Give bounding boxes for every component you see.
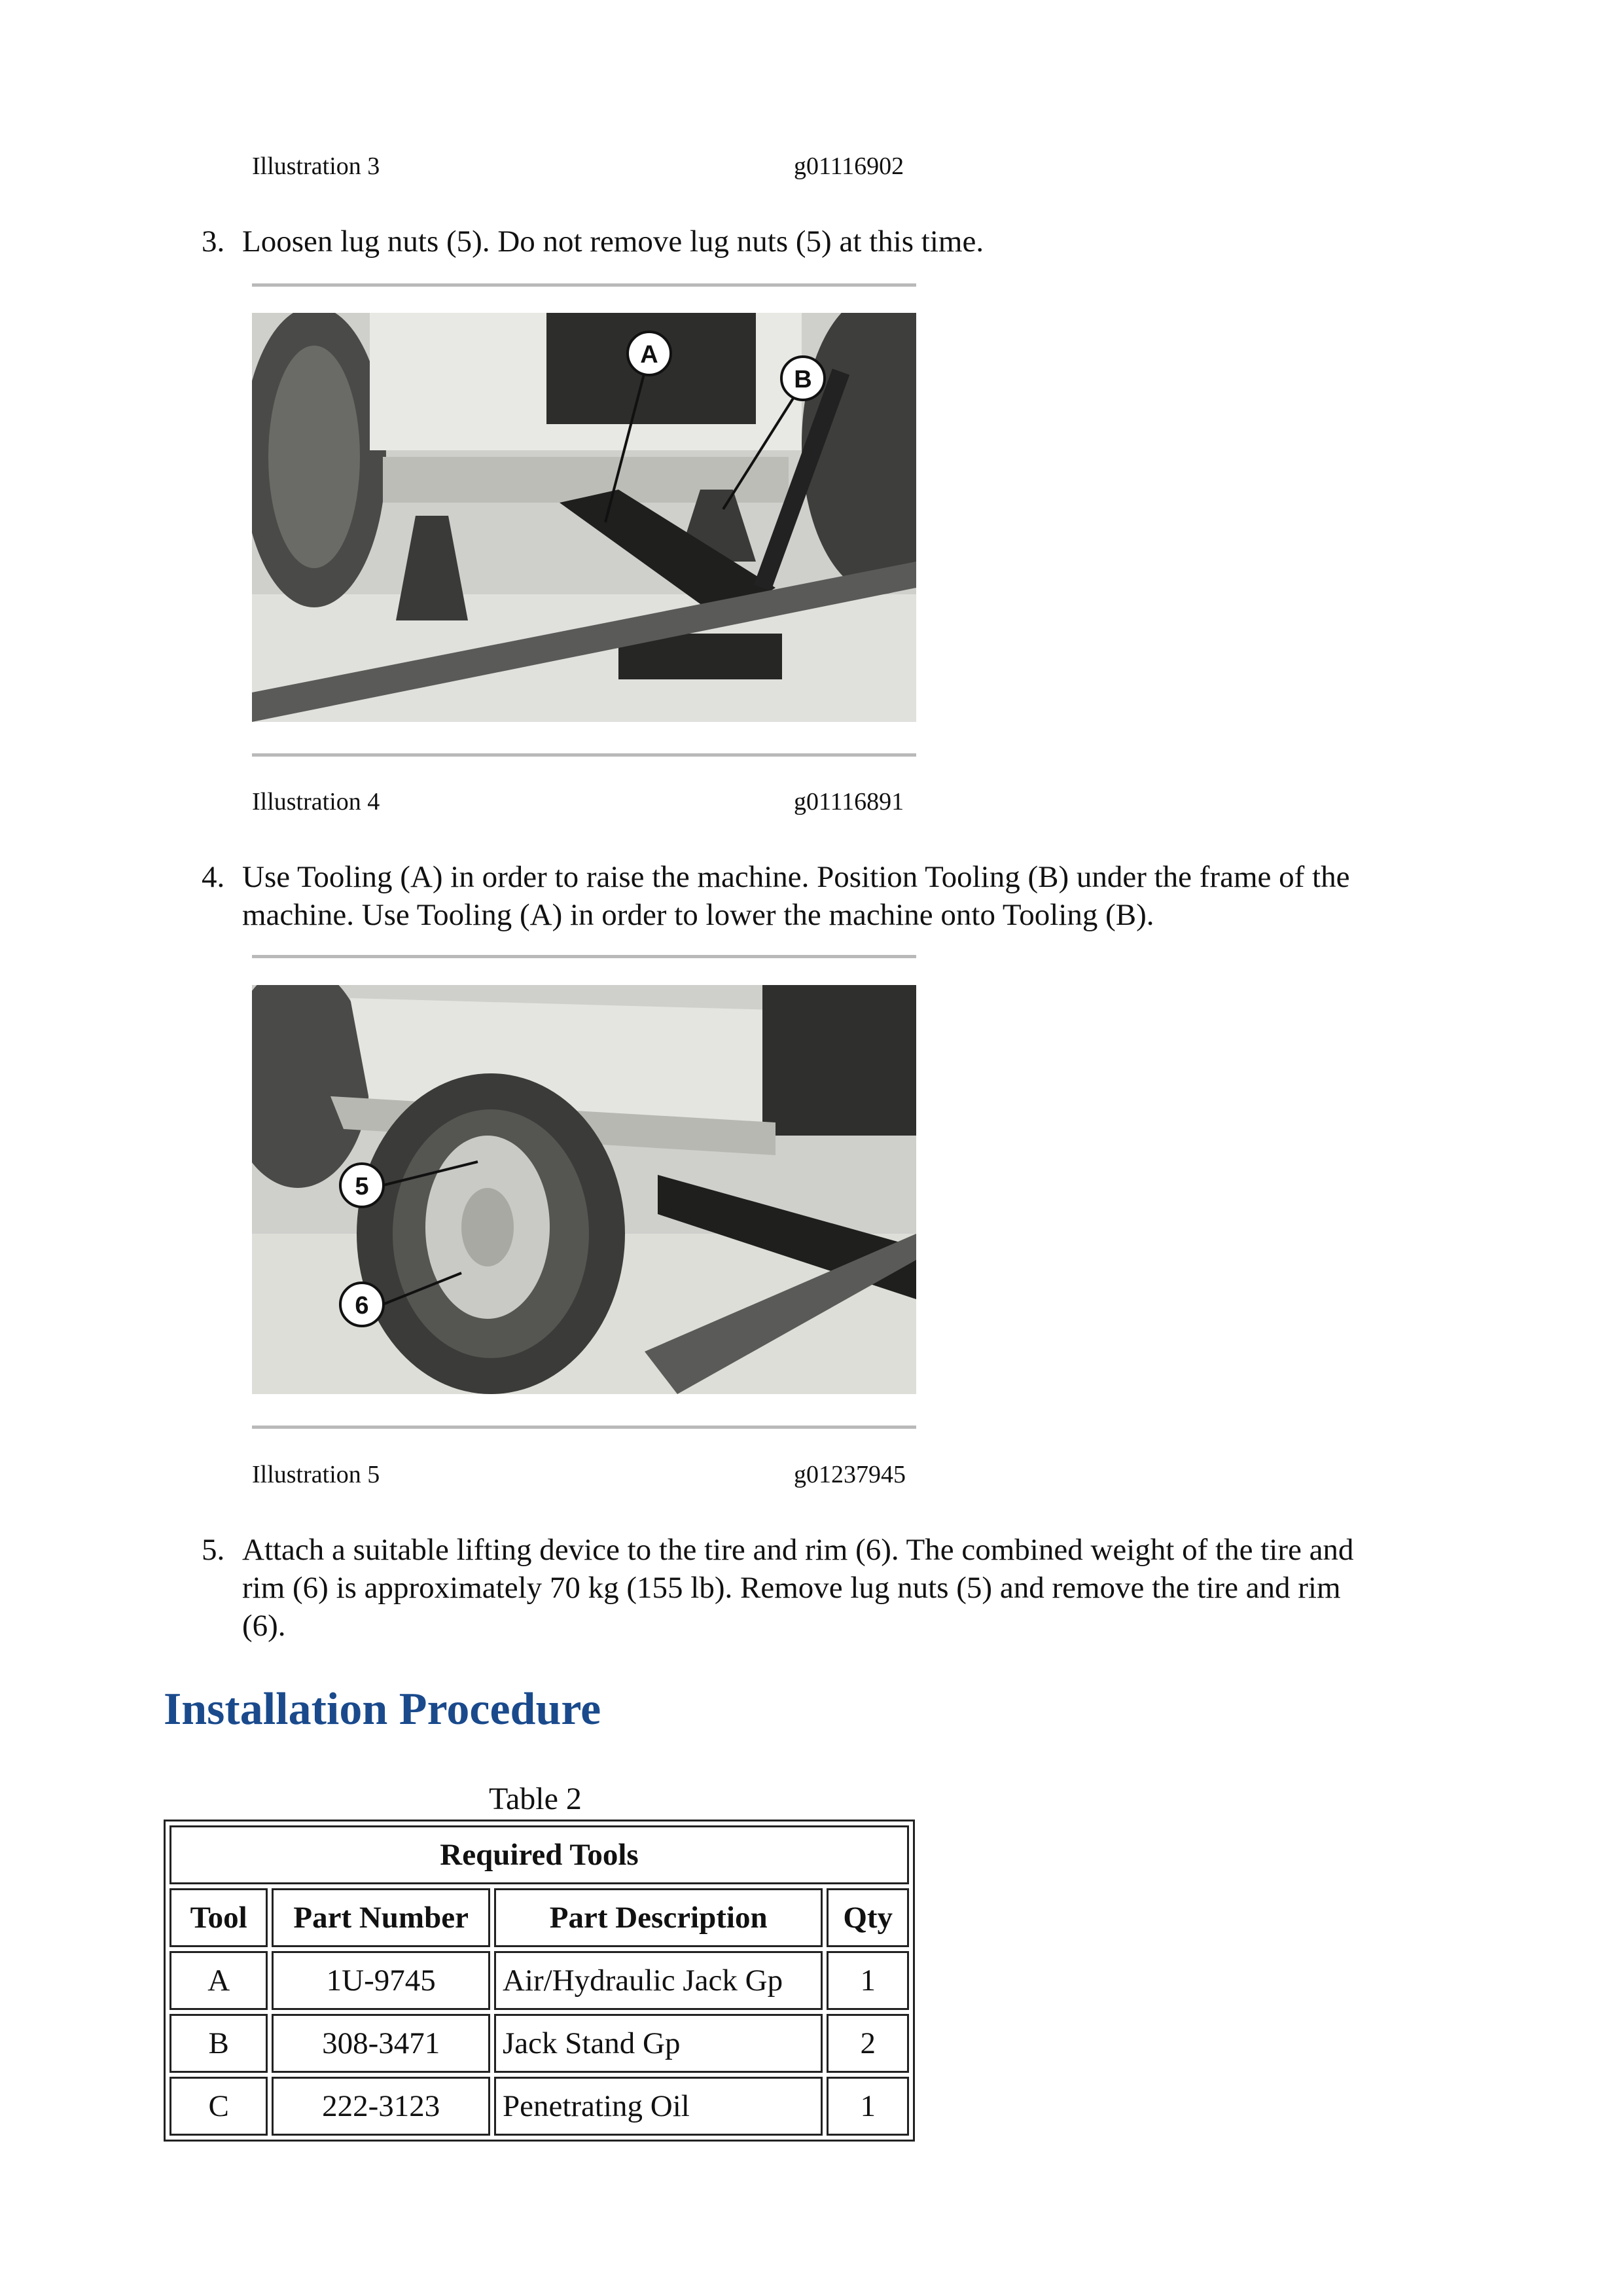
table-caption: Table 2 <box>489 1782 582 1816</box>
step-5-number: 5. <box>202 1533 225 1567</box>
table-cell: 1 <box>827 1951 909 2010</box>
table-cell: C <box>169 2077 268 2136</box>
divider <box>252 283 916 287</box>
illustration-5-code: g01237945 <box>794 1461 906 1488</box>
table-cell: Air/Hydraulic Jack Gp <box>494 1951 823 2010</box>
table-header-row <box>169 1888 909 1947</box>
required-tools-table <box>164 1820 915 2142</box>
step-4-line-2: machine. Use Tooling (A) in order to lower the machine onto Tooling (B). <box>242 898 1154 932</box>
callout-6: 6 <box>355 1292 369 1319</box>
step-4 <box>202 858 1484 937</box>
callout-5: 5 <box>355 1173 369 1200</box>
column-header: Part Description <box>494 1888 823 1947</box>
divider <box>252 955 916 958</box>
column-header: Part Number <box>272 1888 490 1947</box>
section-heading: Installation Procedure <box>164 1684 601 1734</box>
illustration-3-code: g01116902 <box>794 152 904 180</box>
step-5-line-3: (6). <box>242 1609 286 1643</box>
table-row <box>169 1951 909 2010</box>
table-cell: 2 <box>827 2014 909 2073</box>
tire-and-rim-photo <box>252 985 916 1394</box>
table-cell: 308-3471 <box>272 2014 490 2073</box>
table-cell: B <box>169 2014 268 2073</box>
table-cell: Penetrating Oil <box>494 2077 823 2136</box>
illustration-4-label: Illustration 4 <box>252 788 380 816</box>
column-header: Qty <box>827 1888 909 1947</box>
table-title: Required Tools <box>169 1825 909 1884</box>
table-cell: 1U-9745 <box>272 1951 490 2010</box>
step-3-text: Loosen lug nuts (5). Do not remove lug nuts (5) at this time. <box>242 224 984 259</box>
table-cell: Jack Stand Gp <box>494 2014 823 2073</box>
table-cell: 1 <box>827 2077 909 2136</box>
callout-a: A <box>640 341 658 368</box>
table-cell: 222-3123 <box>272 2077 490 2136</box>
step-5-line-2: rim (6) is approximately 70 kg (155 lb). Remove lug nuts (5) and remove the tire and rim <box>242 1571 1341 1605</box>
table-row <box>169 2077 909 2136</box>
step-4-number: 4. <box>202 860 225 894</box>
divider <box>252 1426 916 1429</box>
illustration-4-code: g01116891 <box>794 788 904 816</box>
step-5 <box>202 1531 1484 1649</box>
step-4-line-1: Use Tooling (A) in order to raise the machine. Position Tooling (B) under the frame of the <box>242 860 1350 894</box>
illustration-5-label: Illustration 5 <box>252 1461 380 1488</box>
step-3-number: 3. <box>202 224 225 259</box>
step-5-line-1: Attach a suitable lifting device to the tire and rim (6). The combined weight of the tire and <box>242 1533 1354 1567</box>
table-row <box>169 2014 909 2073</box>
step-3 <box>202 223 1445 262</box>
callout-b: B <box>794 366 812 393</box>
column-header: Tool <box>169 1888 268 1947</box>
table-cell: A <box>169 1951 268 2010</box>
divider <box>252 753 916 757</box>
jack-and-stands-photo <box>252 313 916 722</box>
illustration-3-label: Illustration 3 <box>252 152 380 180</box>
